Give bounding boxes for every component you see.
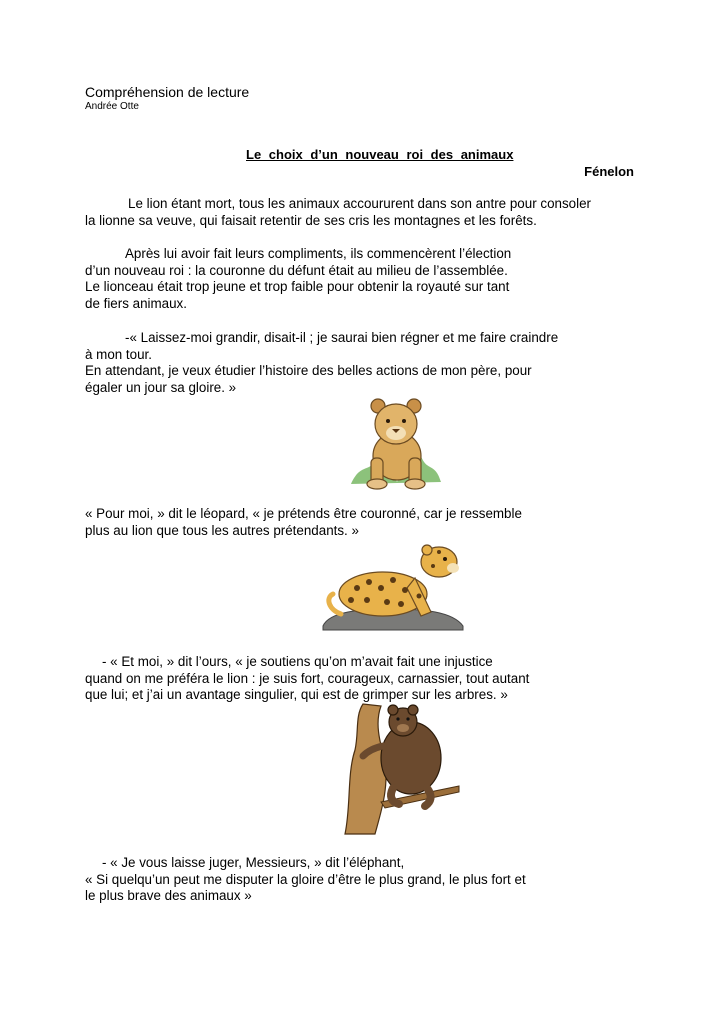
paragraph-5 — [85, 654, 529, 704]
leopard-illustration — [321, 538, 465, 632]
paragraph-4 — [85, 506, 522, 539]
story-title: Le choix d’un nouveau roi des animaux — [246, 147, 514, 162]
paragraph-line: Le lion étant mort, tous les animaux accoururent dans son antre pour consoler — [128, 196, 591, 211]
paragraph-line: En attendant, je veux étudier l’histoire des belles actions de mon père, pour — [85, 363, 532, 378]
paragraph-line: - « Je vous laisse juger, Messieurs, » dit l’éléphant, — [102, 855, 405, 870]
paragraph-1 — [85, 196, 591, 229]
paragraph-line: « Si quelqu’un peut me disputer la gloire d’être le plus grand, le plus fort et — [85, 871, 526, 887]
paragraph-line: que lui; et j’ai un avantage singulier, qui est de grimper sur les arbres. » — [85, 687, 508, 702]
bear-in-tree-illustration — [333, 702, 463, 836]
paragraph-2 — [85, 246, 511, 312]
paragraph-line: quand on me préféra le lion : je suis fort, courageux, carnassier, tout autant — [85, 670, 530, 686]
paragraph-line: plus au lion que tous les autres prétendants. » — [85, 522, 359, 538]
lion-cub-illustration — [347, 392, 443, 492]
paragraph-line: de fiers animaux. — [85, 295, 187, 311]
paragraph-6 — [85, 855, 526, 905]
paragraph-line: Le lionceau était trop jeune et trop faible pour obtenir la royauté sur tant — [85, 279, 510, 294]
paragraph-line: Après lui avoir fait leurs compliments, ils commencèrent l’élection — [125, 246, 512, 261]
paragraph-line: le plus brave des animaux » — [85, 888, 252, 903]
story-byline: Fénelon — [584, 164, 634, 179]
paragraph-line: la lionne sa veuve, qui faisait retentir de ses cris les montagnes et les forêts. — [85, 212, 537, 228]
paragraph-line: égaler un jour sa gloire. » — [85, 379, 237, 395]
paragraph-line: « Pour moi, » dit le léopard, « je prétends être couronné, car je ressemble — [85, 506, 522, 521]
paragraph-line: - « Et moi, » dit l’ours, « je soutiens qu’on m’avait fait une injustice — [102, 654, 493, 669]
document-heading: Compréhension de lecture — [85, 84, 250, 100]
paragraph-line: à mon tour. — [85, 346, 152, 362]
paragraph-line: -« Laissez-moi grandir, disait-il ; je saurai bien régner et me faire craindre — [125, 330, 559, 345]
document-author: Andrée Otte — [85, 101, 139, 112]
paragraph-line: d’un nouveau roi : la couronne du défunt était au milieu de l’assemblée. — [85, 262, 508, 278]
paragraph-3 — [85, 330, 558, 396]
